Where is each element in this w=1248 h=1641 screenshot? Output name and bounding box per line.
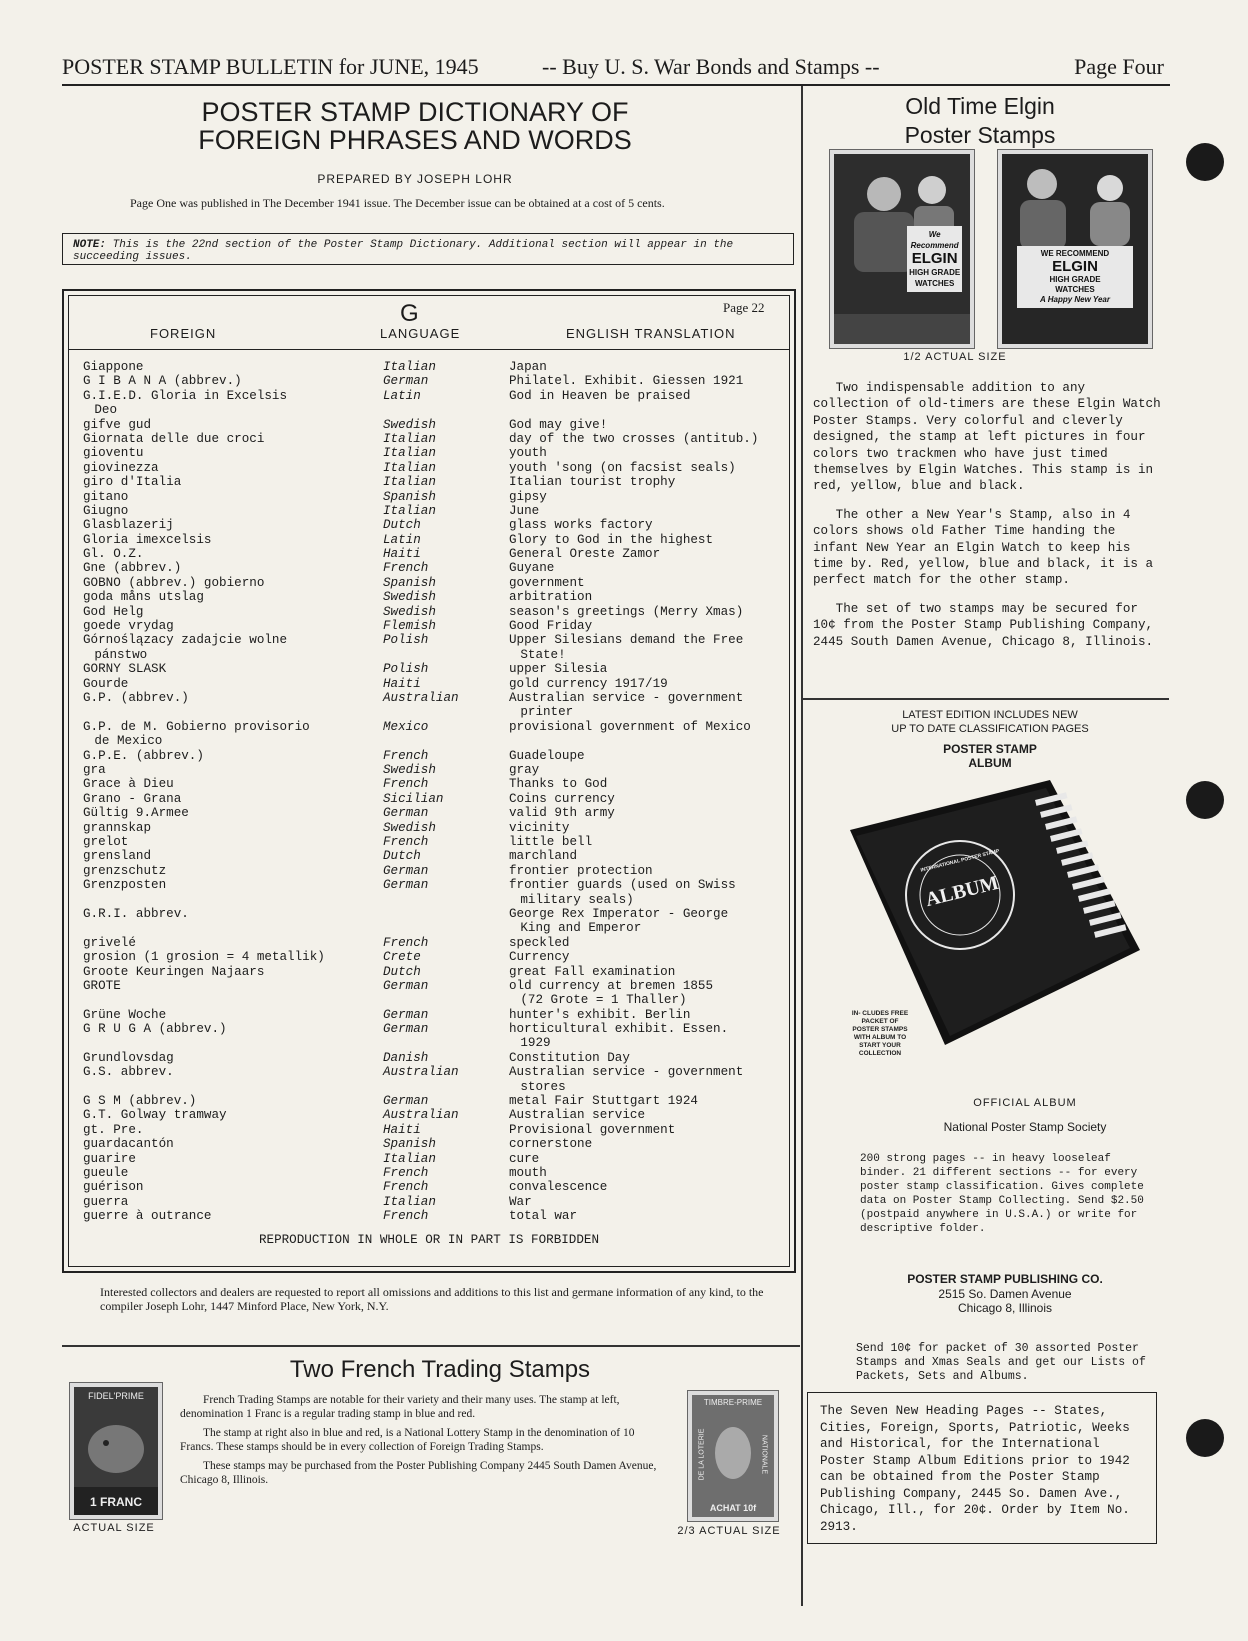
entry-language: Latin	[383, 388, 421, 403]
punch-hole-bottom	[1186, 1419, 1224, 1457]
stamp-text: A Happy New Year	[1040, 295, 1110, 304]
entry-english: Australian service - government	[509, 691, 744, 706]
dictionary-entry	[83, 475, 783, 489]
entry-english: glass works factory	[509, 518, 653, 533]
dictionary-entry	[83, 936, 783, 950]
album-heading-line: POSTER STAMP	[943, 742, 1037, 756]
page-header	[62, 54, 1164, 84]
publisher-block	[850, 1272, 1160, 1316]
entry-language: Italian	[383, 503, 436, 518]
entry-english: valid 9th army	[509, 806, 615, 821]
note-box	[62, 233, 794, 265]
entry-foreign: GORNY SLASK	[83, 662, 167, 677]
dictionary-entry	[83, 446, 783, 460]
stamp-text: We Recommend	[910, 230, 959, 250]
entry-language: Haiti	[383, 1122, 421, 1137]
entry-foreign: Górnoślązacy zadajcie wolne	[83, 633, 288, 648]
entry-foreign: G.I.E.D. Gloria in Excelsis	[83, 388, 288, 403]
entry-language: German	[383, 1094, 429, 1109]
stamp-text: WATCHES	[1055, 285, 1095, 294]
entry-english: Australian service - government	[509, 1065, 744, 1080]
entry-english: season's greetings (Merry Xmas)	[509, 604, 744, 619]
entry-english: gipsy	[509, 489, 547, 504]
stamp-text: HIGH GRADE	[1049, 275, 1101, 284]
dictionary-entry	[83, 950, 783, 964]
seven-heading-pages-box: The Seven New Heading Pages -- States, Cities, Foreign, Sports, Patriotic, Weeks and Historical, for the International Poster Stamp Album Editions prior to 1942 can be obtained from the Poster Stamp Publishing Company, 2445 So. Damen Ave., Chicago, Ill., for 20¢. Order by Item No. 2913.	[807, 1392, 1157, 1544]
entry-foreign: guerra	[83, 1194, 129, 1209]
entry-english: convalescence	[509, 1180, 608, 1195]
entry-foreign: goede vrydag	[83, 619, 174, 634]
entry-language: French	[383, 1166, 429, 1181]
entry-english: marchland	[509, 849, 578, 864]
entry-foreign: grenzschutz	[83, 863, 167, 878]
entry-foreign: G I B A N A (abbrev.)	[83, 374, 242, 389]
entry-english: Provisional government	[509, 1122, 676, 1137]
elgin-stamp-right-label	[1017, 246, 1134, 308]
entry-language: German	[383, 1022, 429, 1037]
dictionary-entry	[83, 1137, 783, 1151]
entry-language: Italian	[383, 431, 436, 446]
dictionary-entry	[83, 360, 783, 374]
elgin-title-line: Poster Stamps	[904, 122, 1056, 148]
dictionary-entry	[83, 821, 783, 835]
dictionary-entry	[83, 1022, 783, 1051]
stamp-text: WE RECOMMEND	[1040, 249, 1110, 258]
album-heading-line: ALBUM	[968, 756, 1012, 770]
dictionary-entry	[83, 504, 783, 518]
dictionary-entry	[83, 965, 783, 979]
entry-language: French	[383, 1209, 429, 1224]
two-thirds-caption: 2/3 ACTUAL SIZE	[677, 1525, 781, 1537]
page-number: Page Four	[1074, 54, 1164, 79]
dictionary-entry	[83, 590, 783, 604]
entry-foreign: grensland	[83, 849, 152, 864]
entry-language: French	[383, 748, 429, 763]
table-header-rule	[68, 349, 790, 350]
entry-language: Polish	[383, 633, 429, 648]
elgin-stamp-left	[830, 150, 974, 348]
entry-language: Polish	[383, 662, 429, 677]
entry-foreign: GOBNO (abbrev.) gobierno	[83, 575, 265, 590]
stamp-brand: ELGIN	[911, 250, 958, 267]
french-paragraph: French Trading Stamps are notable for their variety and their many uses. The stamp at left, denomination 1 Franc is a regular trading stamp in blue and red.	[180, 1394, 620, 1420]
bulletin-title: POSTER STAMP BULLETIN for JUNE, 1945	[62, 54, 479, 79]
entry-language: Australian	[383, 1108, 459, 1123]
entry-english: Guadeloupe	[509, 748, 585, 763]
entry-language: French	[383, 834, 429, 849]
latest-line: UP TO DATE CLASSIFICATION PAGES	[891, 723, 1089, 735]
entry-language: Italian	[383, 360, 436, 374]
half-size-caption: 1/2 ACTUAL SIZE	[903, 351, 1007, 363]
entry-language: Spanish	[383, 489, 436, 504]
entry-english: God in Heaven be praised	[509, 388, 691, 403]
entry-language: German	[383, 1007, 429, 1022]
reproduction-notice: REPRODUCTION IN WHOLE OR IN PART IS FORBIDDEN	[258, 1233, 600, 1247]
entry-english: Philatel. Exhibit. Giessen 1921	[509, 374, 744, 389]
entry-language: German	[383, 978, 429, 993]
entry-foreign: giovinezza	[83, 460, 159, 475]
entry-foreign: grivelé	[83, 935, 136, 950]
french-stamp-left	[70, 1383, 162, 1519]
entry-english: frontier protection	[509, 863, 653, 878]
entry-foreign: Grace à Dieu	[83, 777, 174, 792]
stamp-brand: ELGIN	[1052, 258, 1098, 275]
french-title: Two French Trading Stamps	[289, 1356, 591, 1383]
entry-english: little bell	[509, 834, 593, 849]
entry-english: Japan	[509, 360, 547, 374]
dictionary-entry	[83, 749, 783, 763]
elgin-paragraph: The other a New Year's Stamp, also in 4 colors shows old Father Time handing the infant New Year an Elgin Watch to keep his time by. Red, yellow, blue and black, it is a perfect match for the other stamp.	[813, 507, 1154, 588]
dictionary-entry	[83, 389, 783, 418]
entry-language: French	[383, 935, 429, 950]
dictionary-entry	[83, 561, 783, 575]
dictionary-entries	[83, 360, 783, 1224]
album-description: 200 strong pages -- in heavy looseleaf binder. 21 different sections -- for every poster stamp classification. Gives complete data on Poster Stamp Collecting. Send $2.50 (postpaid anywhere in U.S.A.) or write for descriptive folder.	[860, 1153, 1144, 1235]
dictionary-entry	[83, 1108, 783, 1122]
note-label: NOTE:	[73, 239, 107, 251]
dictionary-entry	[83, 576, 783, 590]
entry-foreign: goda måns utslag	[83, 590, 204, 605]
entry-foreign: Groote Keuringen Najaars	[83, 964, 265, 979]
entry-english: cornerstone	[509, 1137, 593, 1152]
dictionary-entry	[83, 907, 783, 936]
french-paragraph: These stamps may be purchased from the Poster Publishing Company 2445 South Damen Avenue, Chicago 8, Illinois.	[180, 1460, 657, 1486]
latest-edition-note	[820, 708, 1160, 736]
french-description	[180, 1394, 658, 1494]
entry-foreign: gra	[83, 763, 106, 777]
entry-english: George Rex Imperator - George	[509, 906, 729, 921]
publisher-city: Chicago 8, Illinois	[957, 1301, 1053, 1315]
entry-english: Upper Silesians demand the Free	[509, 633, 744, 648]
right-column-rule	[803, 698, 1169, 700]
dictionary-entry	[83, 777, 783, 791]
entry-foreign: Giappone	[83, 360, 144, 374]
entry-language: French	[383, 561, 429, 576]
entry-foreign: gioventu	[83, 446, 144, 461]
entry-english: General Oreste Zamor	[509, 547, 661, 562]
dictionary-entry	[83, 691, 783, 720]
entry-language: Australian	[383, 1065, 459, 1080]
album-heading	[820, 742, 1160, 770]
entry-foreign: G.S. abbrev.	[83, 1065, 174, 1080]
entry-foreign: Grenzposten	[83, 878, 167, 893]
entry-language: German	[383, 863, 429, 878]
page-one-note: Page One was published in The December 1941 issue. The December issue can be obtained at a cost of 5 cents.	[130, 196, 665, 210]
actual-size-caption: ACTUAL SIZE	[73, 1522, 155, 1534]
entry-foreign: G.R.I. abbrev.	[83, 906, 189, 921]
dictionary-entry	[83, 461, 783, 475]
entry-foreign: GROTE	[83, 978, 121, 993]
dictionary-entry	[83, 979, 783, 1008]
entry-language: Australian	[383, 691, 459, 706]
entry-foreign: grelot	[83, 834, 129, 849]
publisher-address: 2515 So. Damen Avenue	[938, 1286, 1072, 1301]
entry-english: Coins currency	[509, 791, 615, 806]
col-foreign: FOREIGN	[150, 326, 217, 341]
dictionary-entry	[83, 1051, 783, 1065]
entry-english: total war	[509, 1209, 578, 1224]
entry-language: French	[383, 1180, 429, 1195]
entry-foreign: giro d'Italia	[83, 475, 182, 490]
elgin-title	[820, 92, 1140, 150]
entry-english: vicinity	[509, 820, 570, 835]
dictionary-entry	[83, 1065, 783, 1094]
entry-language: Italian	[383, 1194, 436, 1209]
dictionary-entry	[83, 432, 783, 446]
entry-english-cont: printer	[520, 705, 574, 720]
stamp-side-text-left: DE LA LOTERIE	[698, 1428, 706, 1481]
stamp-top-text: TIMBRE-PRIME	[703, 1398, 763, 1407]
punch-hole-middle	[1186, 781, 1224, 819]
dictionary-entry	[83, 374, 783, 388]
french-stamp-right	[688, 1391, 778, 1521]
entry-english: old currency at bremen 1855	[509, 978, 714, 993]
dictionary-entry	[83, 633, 783, 662]
entry-foreign-cont: pánstwo	[94, 647, 148, 662]
col-language: LANGUAGE	[380, 326, 461, 341]
entry-language: Crete	[383, 950, 421, 965]
dictionary-entry	[83, 1209, 783, 1223]
entry-english: gray	[509, 763, 540, 777]
includes-free-packet: IN- CLUDES FREE PACKET OF POSTER STAMPS WITH ALBUM TO START YOUR COLLECTION	[851, 1010, 909, 1057]
entry-foreign: Gültig 9.Armee	[83, 806, 189, 821]
marianne-illustration	[692, 1395, 774, 1517]
entry-foreign: Grundlovsdag	[83, 1050, 174, 1065]
dictionary-entry	[83, 792, 783, 806]
dictionary-entry	[83, 1195, 783, 1209]
entry-foreign: Gloria imexcelsis	[83, 532, 212, 547]
entry-language: Swedish	[383, 763, 436, 777]
entry-foreign: Grano - Grana	[83, 791, 182, 806]
entry-language: Mexico	[383, 719, 429, 734]
entry-english: Glory to God in the highest	[509, 532, 714, 547]
entry-foreign: G.T. Golway tramway	[83, 1108, 227, 1123]
dictionary-entry	[83, 864, 783, 878]
stamp-text: HIGH GRADE	[909, 268, 961, 277]
entry-foreign: G.P.E. (abbrev.)	[83, 748, 204, 763]
entry-english: arbitration	[509, 590, 593, 605]
entry-foreign: Gne (abbrev.)	[83, 561, 182, 576]
entry-language: Latin	[383, 532, 421, 547]
entry-english: Constitution Day	[509, 1050, 630, 1065]
entry-foreign: guerre à outrance	[83, 1209, 212, 1224]
entry-english-cont: State!	[520, 647, 566, 662]
entry-foreign: G S M (abbrev.)	[83, 1094, 197, 1109]
dictionary-entry	[83, 720, 783, 749]
dictionary-entry	[83, 1166, 783, 1180]
entry-english: metal Fair Stuttgart 1924	[509, 1094, 698, 1109]
dictionary-entry	[83, 518, 783, 532]
dictionary-entry	[83, 533, 783, 547]
entry-foreign: gt. Pre.	[83, 1122, 144, 1137]
album-illustration	[850, 780, 1140, 1045]
entry-language: Italian	[383, 460, 436, 475]
entry-language: Haiti	[383, 676, 421, 691]
entry-language: Italian	[383, 475, 436, 490]
dictionary-entry	[83, 619, 783, 633]
entry-foreign-cont: Deo	[94, 403, 118, 418]
dictionary-title-line: POSTER STAMP DICTIONARY OF	[201, 97, 629, 127]
stamp-value: ACHAT 10f	[709, 1503, 757, 1513]
entry-english: speckled	[509, 935, 570, 950]
entry-language: Sicilian	[383, 791, 444, 806]
entry-english: War	[509, 1194, 532, 1209]
french-paragraph: The stamp at right also in blue and red, is a National Lottery Stamp in the denomination of 10 Francs. These stamps should be in every collection of Foreign Trading Stamps.	[180, 1427, 635, 1453]
entry-language: Dutch	[383, 964, 421, 979]
dictionary-entry	[83, 605, 783, 619]
entry-language: Swedish	[383, 590, 436, 605]
entry-foreign: guérison	[83, 1180, 144, 1195]
interested-collectors-note: Interested collectors and dealers are requested to report all omissions and additions to this list and germane information of any kind, to the compiler Joseph Lohr, 1447 Minford Place, New York, N.Y.	[100, 1285, 764, 1313]
entry-foreign: Giornata delle due croci	[83, 431, 265, 446]
dictionary-entry	[83, 662, 783, 676]
entry-english-cont: military seals)	[520, 892, 634, 907]
dictionary-entry	[83, 547, 783, 561]
elgin-stamp-right	[998, 150, 1152, 348]
entry-foreign: Grüne Woche	[83, 1007, 167, 1022]
entry-language: Flemish	[383, 619, 436, 634]
stamp-side-text-right: NATIONALE	[760, 1434, 768, 1475]
entry-english-cont: 1929	[520, 1036, 551, 1051]
dictionary-entry	[83, 1094, 783, 1108]
dictionary-entry	[83, 806, 783, 820]
entry-english: horticultural exhibit. Essen.	[509, 1022, 729, 1037]
elgin-stamp-left-label	[907, 226, 961, 292]
entry-english: Australian service	[509, 1108, 646, 1123]
entry-language: Dutch	[383, 849, 421, 864]
entry-english: Guyane	[509, 561, 555, 576]
dictionary-entry	[83, 1008, 783, 1022]
entry-english-cont: (72 Grote = 1 Thaller)	[520, 993, 687, 1008]
entry-language: Swedish	[383, 820, 436, 835]
entry-language: German	[383, 806, 429, 821]
dictionary-entry	[83, 878, 783, 907]
dictionary-entry	[83, 677, 783, 691]
entry-language: Danish	[383, 1050, 429, 1065]
entry-foreign: Glasblazerij	[83, 518, 174, 533]
entry-language: Spanish	[383, 575, 436, 590]
entry-foreign: God Helg	[83, 604, 144, 619]
dictionary-entry	[83, 490, 783, 504]
dictionary-title-line: FOREIGN PHRASES AND WORDS	[198, 125, 632, 155]
entry-english: God may give!	[509, 417, 608, 432]
entry-foreign: gueule	[83, 1166, 129, 1181]
entry-english: great Fall examination	[509, 964, 676, 979]
col-english: ENGLISH TRANSLATION	[566, 326, 736, 341]
elgin-description	[813, 380, 1163, 662]
stamp-value: 1 FRANC	[89, 1495, 142, 1509]
entry-english: Currency	[509, 950, 570, 965]
entry-english: Good Friday	[509, 619, 593, 634]
entry-english-cont: King and Emperor	[520, 921, 642, 936]
entry-language: Italian	[383, 1151, 436, 1166]
entry-foreign: grosion (1 grosion = 4 metallik)	[83, 950, 325, 965]
album-cover-word: ALBUM	[923, 871, 1001, 912]
send-ten-cents: Send 10¢ for packet of 30 assorted Poster Stamps and Xmas Seals and get our Lists of Packets, Sets and Albums.	[856, 1342, 1146, 1383]
entry-foreign: guardacantón	[83, 1137, 174, 1152]
entry-english: gold currency 1917/19	[509, 676, 668, 691]
entry-language: Italian	[383, 446, 436, 461]
dictionary-entry	[83, 1123, 783, 1137]
header-rule	[62, 84, 1170, 86]
entry-language: Swedish	[383, 417, 436, 432]
entry-language: French	[383, 777, 429, 792]
entry-english: Italian tourist trophy	[509, 475, 676, 490]
entry-language: German	[383, 374, 429, 389]
entry-english: provisional government of Mexico	[509, 719, 751, 734]
prepared-by: PREPARED BY JOSEPH LOHR	[317, 172, 513, 186]
entry-english: hunter's exhibit. Berlin	[509, 1007, 691, 1022]
publisher-name: POSTER STAMP PUBLISHING CO.	[907, 1272, 1103, 1286]
entry-language: German	[383, 878, 429, 893]
french-section-rule	[62, 1345, 800, 1347]
note-text: This is the 22nd section of the Poster Stamp Dictionary. Additional section will appear in the succeeding issues.	[73, 239, 734, 263]
entry-foreign: Gourde	[83, 676, 129, 691]
entry-foreign: gitano	[83, 489, 129, 504]
entry-foreign: G R U G A (abbrev.)	[83, 1022, 227, 1037]
dictionary-entry	[83, 835, 783, 849]
entry-language: Spanish	[383, 1137, 436, 1152]
dictionary-entry	[83, 1152, 783, 1166]
stamp-top-text: FIDEL'PRIME	[88, 1391, 144, 1401]
entry-foreign: G.P. (abbrev.)	[83, 691, 189, 706]
entry-english: cure	[509, 1151, 540, 1166]
entry-english: youth 'song (on facsist seals)	[509, 460, 736, 475]
punch-hole-top	[1186, 143, 1224, 181]
official-album: OFFICIAL ALBUM	[973, 1097, 1077, 1109]
column-divider	[801, 86, 803, 1606]
entry-english: day of the two crosses (antitub.)	[509, 431, 759, 446]
latest-line: LATEST EDITION INCLUDES NEW	[902, 709, 1078, 721]
entry-foreign: guarire	[83, 1151, 136, 1166]
stamp-text: WATCHES	[914, 279, 955, 288]
entry-foreign: Giugno	[83, 503, 129, 518]
section-page: Page 22	[723, 300, 765, 315]
section-letter: G	[400, 300, 419, 327]
entry-foreign: G.P. de M. Gobierno provisorio	[83, 719, 310, 734]
entry-english: mouth	[509, 1166, 547, 1181]
entry-language: Haiti	[383, 547, 421, 562]
elgin-paragraph: The set of two stamps may be secured for 10¢ from the Poster Stamp Publishing Company, 2445 South Damen Avenue, Chicago 8, Illinois.	[813, 601, 1154, 649]
entry-foreign: Gl. O.Z.	[83, 547, 144, 562]
entry-english: frontier guards (used on Swiss	[509, 878, 736, 893]
entry-english: Thanks to God	[509, 777, 608, 792]
entry-foreign: gifve gud	[83, 417, 152, 432]
entry-english: June	[509, 503, 540, 518]
entry-language: Dutch	[383, 518, 421, 533]
war-bonds-slogan: -- Buy U. S. War Bonds and Stamps --	[542, 54, 880, 79]
dictionary-entry	[83, 763, 783, 777]
dictionary-entry	[83, 1180, 783, 1194]
album-cover-ring-text: INTERNATIONAL POSTER STAMP	[920, 848, 1000, 874]
dictionary-entry	[83, 418, 783, 432]
entry-language: Swedish	[383, 604, 436, 619]
society-name: National Poster Stamp Society	[943, 1120, 1107, 1134]
entry-english: youth	[509, 446, 547, 461]
entry-english: government	[509, 575, 585, 590]
entry-english: upper Silesia	[509, 662, 608, 677]
dictionary-title	[150, 98, 680, 154]
elgin-title-line: Old Time Elgin	[905, 93, 1055, 119]
elgin-paragraph: Two indispensable addition to any collection of old-timers are these Elgin Watch Poster Stamps. Very colorful and cleverly designed, the stamp at left pictures in four colors two trackmen who have just timed themselves by Elgin Watches. This stamp is in red, yellow, blue and black.	[813, 381, 1161, 494]
entry-foreign: grannskap	[83, 820, 152, 835]
entry-english-cont: stores	[520, 1079, 566, 1094]
dictionary-entry	[83, 849, 783, 863]
entry-foreign-cont: de Mexico	[94, 734, 163, 749]
